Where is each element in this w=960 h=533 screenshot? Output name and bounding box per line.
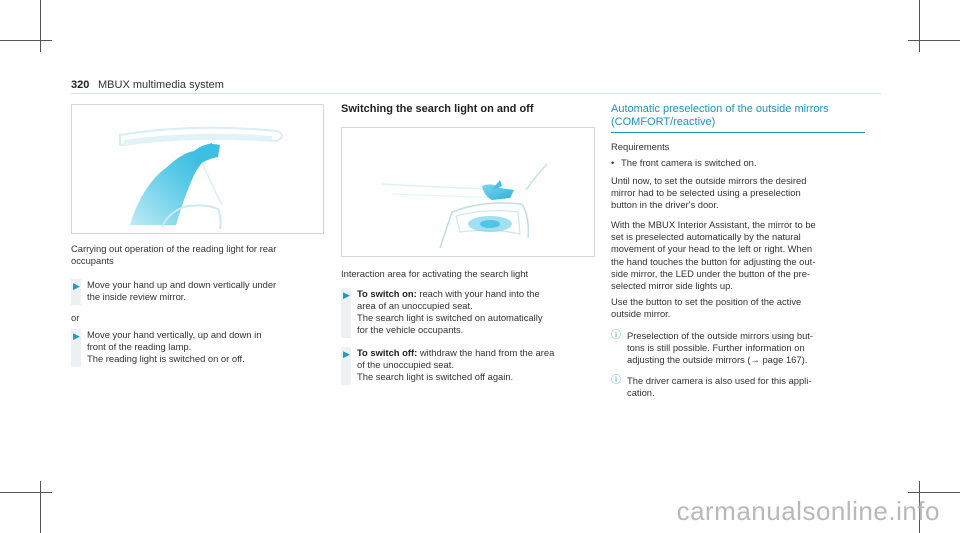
arrow-right-icon: ▶ — [73, 331, 80, 341]
title-underline — [611, 132, 865, 133]
figure-caption — [71, 243, 331, 267]
step-keyword: To switch on: — [357, 288, 417, 299]
para-line: side mirror, the LED under the button of the pre- — [611, 267, 811, 279]
step-line: of the unoccupied seat. — [357, 359, 454, 370]
para-line: selected mirror side lights up. — [611, 280, 733, 292]
crop-mark — [0, 492, 52, 493]
figure-caption: Interaction area for activating the search light — [341, 268, 529, 279]
para-line: Use the button to set the position of the active — [611, 296, 802, 307]
step-line: front of the reading lamp. — [87, 341, 192, 352]
reading-light-illustration — [71, 104, 324, 234]
paragraph — [611, 219, 873, 292]
note-line: cation. — [627, 387, 655, 399]
instruction-step — [341, 347, 603, 385]
or-label: or — [71, 312, 80, 323]
note-line: adjusting the outside mirrors (→ page 167). — [627, 354, 808, 366]
page-header — [71, 74, 881, 94]
page-number: 320 — [71, 79, 90, 91]
crop-mark — [40, 0, 41, 52]
step-line: the inside review mirror. — [87, 291, 186, 302]
paragraph — [611, 175, 873, 212]
step-line: Move your hand up and down vertically under — [87, 279, 277, 290]
bullet-text: The front camera is switched on. — [621, 157, 757, 168]
section-name: MBUX multimedia system — [98, 79, 224, 91]
step-line: The reading light is switched on or off. — [87, 353, 245, 364]
instruction-step — [71, 279, 331, 305]
para-line: mirror had to be selected using a preselection — [611, 187, 801, 199]
step-keyword: To switch off: — [357, 347, 418, 358]
step-line: Move your hand vertically, up and down in — [87, 329, 262, 340]
note-line: tons is still possible. Further information on — [627, 342, 805, 354]
info-note — [611, 330, 869, 368]
para-line: button in the driver's door. — [611, 199, 719, 211]
requirements-heading: Requirements — [611, 141, 670, 152]
arrow-right-icon: ▶ — [343, 290, 350, 300]
arrow-right-icon: ▶ — [343, 349, 350, 359]
step-line: area of an unoccupied seat. — [357, 300, 473, 311]
info-icon: ⓘ — [611, 330, 621, 341]
bullet-icon: • — [611, 157, 615, 168]
watermark: carmanualsonline.info — [676, 496, 940, 526]
para-line: Until now, to set the outside mirrors the desired — [611, 175, 807, 186]
crop-mark — [908, 492, 960, 493]
para-line: outside mirror. — [611, 308, 671, 320]
crop-mark — [919, 0, 920, 52]
step-line: reach with your hand into the — [419, 288, 540, 299]
crop-mark — [908, 40, 960, 41]
para-line: With the MBUX Interior Assistant, the mirror to be — [611, 219, 816, 230]
step-line: for the vehicle occupants. — [357, 324, 464, 335]
caption-line: occupants — [71, 255, 114, 266]
requirement-bullet — [611, 157, 873, 169]
note-line: Preselection of the outside mirrors using but- — [627, 330, 814, 341]
para-line: movement of your head to the left or right. When — [611, 243, 813, 255]
paragraph — [611, 296, 873, 320]
instruction-step — [71, 329, 331, 367]
hand-gesture-figure — [72, 105, 323, 233]
note-line: The driver camera is also used for this appli- — [627, 375, 812, 386]
search-light-figure — [342, 128, 594, 256]
title-line: Automatic preselection of the outside mirrors — [611, 103, 829, 115]
para-line: the hand touches the button for adjusting the out- — [611, 255, 816, 267]
instruction-step — [341, 288, 603, 338]
step-line: The search light is switched off again. — [357, 371, 514, 382]
para-line: set is preselected automatically by the natural — [611, 231, 801, 243]
step-line: withdraw the hand from the area — [419, 347, 555, 358]
crop-mark — [40, 481, 41, 533]
arrow-right-icon: ▶ — [73, 281, 80, 291]
title-line: (COMFORT/reactive) — [611, 116, 716, 128]
caption-line: Carrying out operation of the reading light for rear — [71, 243, 277, 254]
step-line: The search light is switched on automatically — [357, 312, 543, 323]
info-icon: ⓘ — [611, 375, 621, 386]
crop-mark — [0, 40, 52, 41]
section-title: Switching the search light on and off — [341, 103, 534, 115]
header-rule — [71, 93, 881, 94]
info-note — [611, 375, 869, 401]
search-light-illustration — [341, 127, 595, 257]
section-title — [611, 103, 865, 129]
